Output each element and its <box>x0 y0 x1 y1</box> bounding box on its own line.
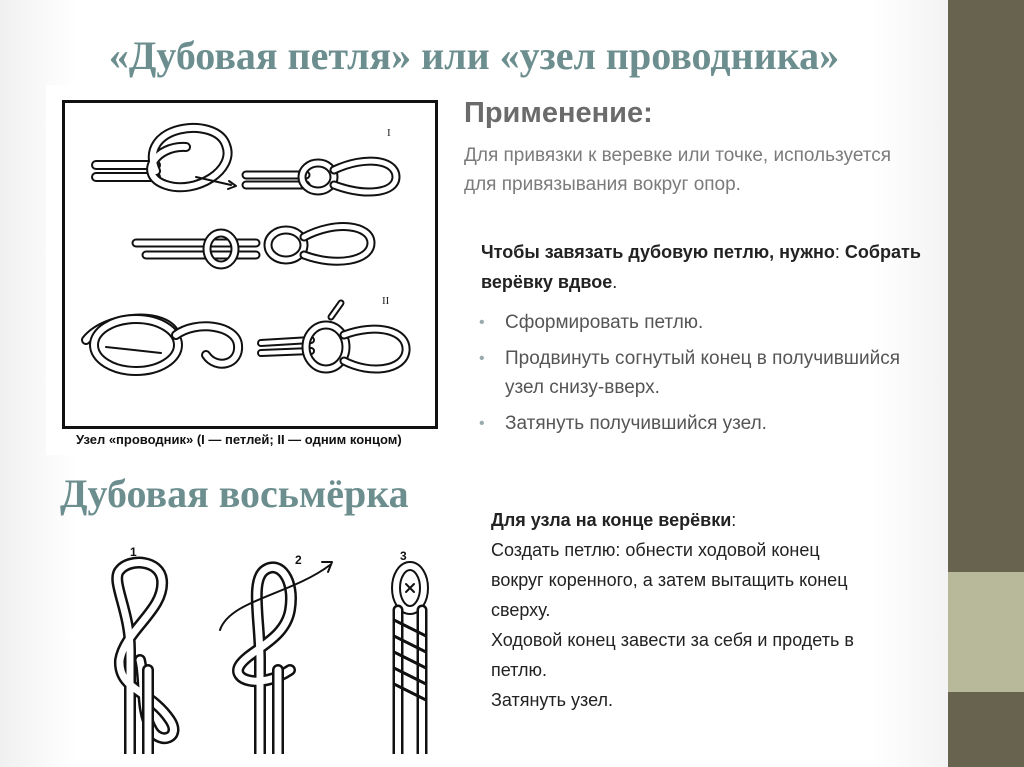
illustration-caption: Узел «проводник» (I — петлей; II — одним концом) <box>76 432 402 447</box>
tie-colon: : <box>834 242 845 262</box>
section-label-2: II <box>382 295 390 307</box>
knot-step-4 <box>86 319 238 371</box>
tie-lead: Чтобы завязать дубовую петлю, нужно <box>481 242 835 262</box>
knot-step-5 <box>261 303 406 369</box>
figure-eight-step-3 <box>394 566 426 754</box>
slide-title: «Дубовая петля» или «узел проводника» <box>108 33 840 78</box>
tie-period: . <box>612 272 618 292</box>
end-knot-line: петлю. <box>491 660 548 680</box>
end-knot-instructions <box>491 505 951 715</box>
bullet-icon: • <box>479 314 485 331</box>
step-number-2: 2 <box>295 553 302 567</box>
end-knot-line: Создать петлю: обнести ходовой конец <box>491 540 820 560</box>
end-knot-line: Ходовой конец завести за себя и продеть в <box>491 630 854 650</box>
knot-step-2 <box>246 161 396 192</box>
list-item: • Продвинуть согнутый конец в получившийся узел снизу-вверх. <box>477 344 937 402</box>
list-item: • Затянуть получившийся узел. <box>477 409 937 438</box>
figure-eight-drawing <box>90 540 456 754</box>
list-item: • Сформировать петлю. <box>477 308 937 337</box>
application-text: Для привязки к веревке или точке, используется для привязывания вокруг опор. <box>464 145 892 195</box>
step-number-3: 3 <box>400 549 407 563</box>
section-subtitle: Дубовая восьмёрка <box>60 471 409 516</box>
figure-eight-step-1 <box>117 563 173 754</box>
end-knot-line: вокруг коренного, а затем вытащить конец <box>491 570 848 590</box>
bullet-icon: • <box>479 350 485 367</box>
figure-eight-step-2 <box>220 562 332 754</box>
bowline-illustration <box>46 85 444 455</box>
bullet-icon: • <box>479 415 485 432</box>
tie-instructions <box>481 237 921 297</box>
section-label-1: I <box>387 127 391 139</box>
application-heading: Применение: <box>464 97 653 129</box>
tie-steps-list <box>477 308 937 445</box>
end-knot-line: сверху. <box>491 600 551 620</box>
decorative-side-accent <box>948 572 1024 692</box>
bowline-drawing <box>46 85 444 455</box>
end-knot-heading: Для узла на конце верёвки: <box>491 510 737 530</box>
step-number-1: 1 <box>130 545 137 559</box>
knot-step-3 <box>136 227 371 265</box>
end-knot-line: Затянуть узел. <box>491 690 614 710</box>
tie-first-step: Собрать верёвку вдвое <box>481 242 921 292</box>
knot-step-1 <box>96 128 236 189</box>
